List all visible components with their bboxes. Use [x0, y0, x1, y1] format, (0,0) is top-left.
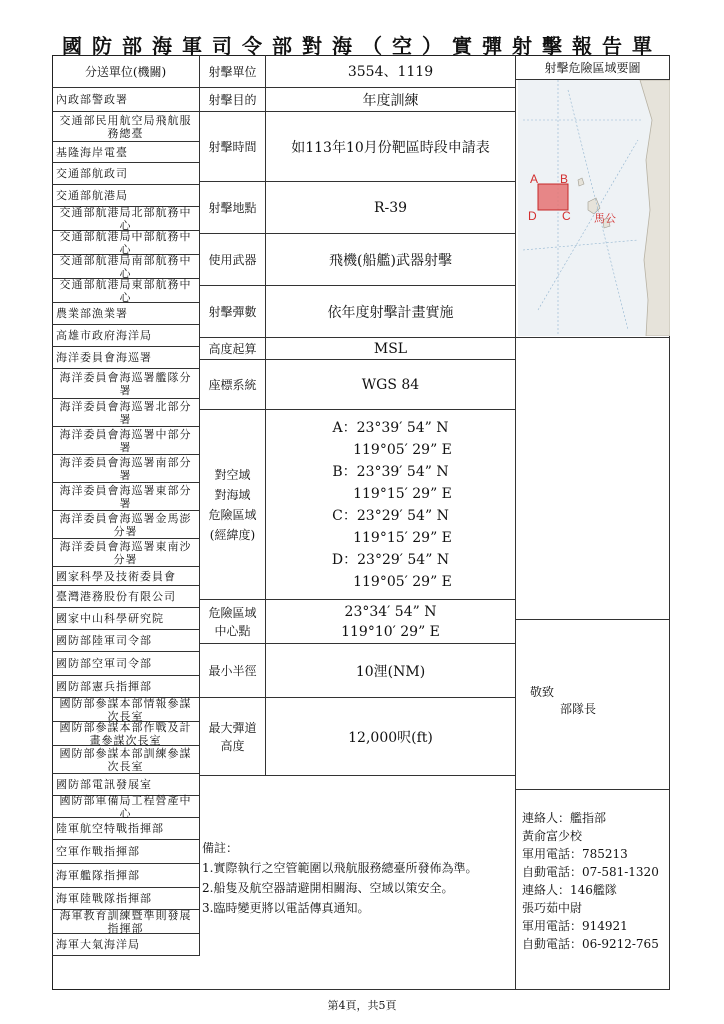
coord-system-label: 座標系統 [200, 360, 266, 410]
purpose-value: 年度訓練 [266, 88, 516, 112]
altitude-label: 高度起算 [200, 338, 266, 360]
contact-block [522, 809, 659, 953]
coord-system-value: WGS 84 [266, 360, 516, 410]
distribution-unit: 海洋委員會海巡署北部分署 [52, 399, 200, 427]
distribution-unit: 交通部航港局南部航務中心 [52, 255, 200, 279]
distribution-unit: 海洋委員會海巡署南部分署 [52, 455, 200, 483]
distribution-unit: 國防部軍備局工程營產中心 [52, 796, 200, 818]
coord-line: 119°10′ 29” E [341, 623, 440, 640]
distribution-unit: 海洋委員會海巡署東南沙分署 [52, 539, 200, 567]
contact-line: 自動電話：07-581-1320 [522, 865, 659, 879]
time-value: 如113年10月份靶區時段申請表 [266, 112, 516, 182]
coord-line: B：23°39′ 54” N [332, 463, 449, 480]
coord-line: 119°05′ 29” E [353, 441, 452, 458]
shooting-unit-value: 3554、1119 [266, 55, 516, 88]
distribution-unit: 海洋委員會海巡署中部分署 [52, 427, 200, 455]
blank-cell [516, 338, 670, 620]
distribution-unit: 國防部陸軍司令部 [52, 630, 200, 652]
distribution-unit: 海洋委員會海巡署 [52, 347, 200, 369]
salute-line2: 部隊長 [560, 702, 597, 716]
coord-line: 119°15′ 29” E [353, 529, 452, 546]
note-1: 1.實際執行之空管範圍以飛航服務總臺所發佈為準。 [202, 861, 478, 875]
distribution-unit: 國家科學及技術委員會 [52, 567, 200, 586]
max-height-label: 最大彈道 高度 [200, 698, 266, 776]
distribution-unit: 國家中山科學研究院 [52, 608, 200, 630]
contact-line: 軍用電話：785213 [522, 847, 628, 861]
contact-line: 連絡人：146艦隊 [522, 883, 617, 897]
contact-line: 自動電話：06-9212-765 [522, 937, 659, 951]
shooting-unit-label: 射擊單位 [200, 55, 266, 88]
distribution-unit: 陸軍航空特戰指揮部 [52, 818, 200, 840]
contact-line: 軍用電話：914921 [522, 919, 628, 933]
page-number: 第4頁，共5頁 [327, 999, 397, 1012]
distribution-unit: 國防部電訊發展室 [52, 774, 200, 796]
radius-label: 最小半徑 [200, 644, 266, 698]
contact-line: 黃俞富少校 [522, 829, 583, 843]
coord-line: C：23°29′ 54” N [332, 507, 449, 524]
distribution-unit: 海軍教育訓練暨準則發展指揮部 [52, 910, 200, 934]
contact-line: 張巧茹中尉 [522, 901, 583, 915]
distribution-unit: 內政部警政署 [52, 88, 200, 112]
dist-units-header: 分送單位(機關) [52, 55, 200, 88]
distribution-unit: 交通部航港局北部航務中心 [52, 207, 200, 231]
distribution-unit: 空軍作戰指揮部 [52, 840, 200, 864]
coord-line: 119°05′ 29” E [353, 573, 452, 590]
distribution-unit: 海洋委員會海巡署金馬澎分署 [52, 511, 200, 539]
distribution-unit: 國防部參謀本部情報參謀次長室 [52, 698, 200, 722]
place-value: R-39 [266, 182, 516, 234]
radius-value: 10浬(NM) [266, 644, 516, 698]
distribution-unit: 交通部航港局 [52, 185, 200, 207]
distribution-unit: 高雄市政府海洋局 [52, 325, 200, 347]
magong-label: 馬公 [594, 212, 616, 225]
distribution-unit: 交通部航港局中部航務中心 [52, 231, 200, 255]
danger-area-label: 對空域 對海域 危險區域 (經緯度) [200, 410, 266, 600]
distribution-unit: 農業部漁業署 [52, 303, 200, 325]
point-d-label: D [528, 209, 537, 223]
map-header: 射擊危險區域要圖 [516, 55, 670, 80]
map-svg [518, 80, 670, 336]
distribution-unit: 海洋委員會海巡署東部分署 [52, 483, 200, 511]
note-3: 3.臨時變更將以電話傳真通知。 [202, 901, 370, 915]
time-label: 射擊時間 [200, 112, 266, 182]
note-2: 2.船隻及航空器請避開相關海、空域以策安全。 [202, 881, 454, 895]
danger-zone-box [538, 184, 568, 210]
notes-block [202, 838, 516, 918]
distribution-unit: 國防部參謀本部作戰及計畫參謀次長室 [52, 722, 200, 746]
point-b-label: B [560, 172, 569, 186]
distribution-unit: 海軍艦隊指揮部 [52, 864, 200, 888]
max-height-value: 12,000呎(ft) [266, 698, 516, 776]
coord-line: 23°34′ 54” N [344, 603, 437, 620]
distribution-unit: 臺灣港務股份有限公司 [52, 586, 200, 608]
danger-area-map [518, 80, 670, 336]
distribution-unit: 交通部民用航空局飛航服務總臺 [52, 112, 200, 142]
distribution-unit: 國防部參謀本部訓練參謀次長室 [52, 746, 200, 774]
danger-area-coords [266, 410, 516, 600]
notes-heading: 備註： [202, 841, 239, 855]
distribution-unit: 國防部憲兵指揮部 [52, 676, 200, 698]
point-c-label: C [562, 209, 571, 223]
weapon-value: 飛機(船艦)武器射擊 [266, 234, 516, 286]
page-title: 國防部海軍司令部對海（空）實彈射擊報告單 [62, 34, 662, 58]
distribution-unit: 基隆海岸電臺 [52, 142, 200, 163]
distribution-unit: 海軍大氣海洋局 [52, 934, 200, 956]
contact-line: 連絡人：艦指部 [522, 811, 607, 825]
center-label: 危險區域 中心點 [200, 600, 266, 644]
coord-line: 119°15′ 29” E [353, 485, 452, 502]
coord-line: D：23°29′ 54” N [331, 551, 450, 568]
distribution-unit: 交通部航政司 [52, 163, 200, 185]
purpose-label: 射擊目的 [200, 88, 266, 112]
salute-line1: 敬致 [530, 685, 555, 699]
altitude-value: MSL [266, 338, 516, 360]
distribution-unit: 海軍陸戰隊指揮部 [52, 888, 200, 910]
point-a-label: A [530, 172, 539, 186]
center-coords [266, 600, 516, 644]
rounds-label: 射擊彈數 [200, 286, 266, 338]
distribution-unit: 國防部空軍司令部 [52, 652, 200, 676]
place-label: 射擊地點 [200, 182, 266, 234]
rounds-value: 依年度射擊計畫實施 [266, 286, 516, 338]
coord-line: A：23°39′ 54” N [332, 419, 449, 436]
weapon-label: 使用武器 [200, 234, 266, 286]
distribution-unit: 海洋委員會海巡署艦隊分署 [52, 369, 200, 399]
distribution-unit: 交通部航港局東部航務中心 [52, 279, 200, 303]
